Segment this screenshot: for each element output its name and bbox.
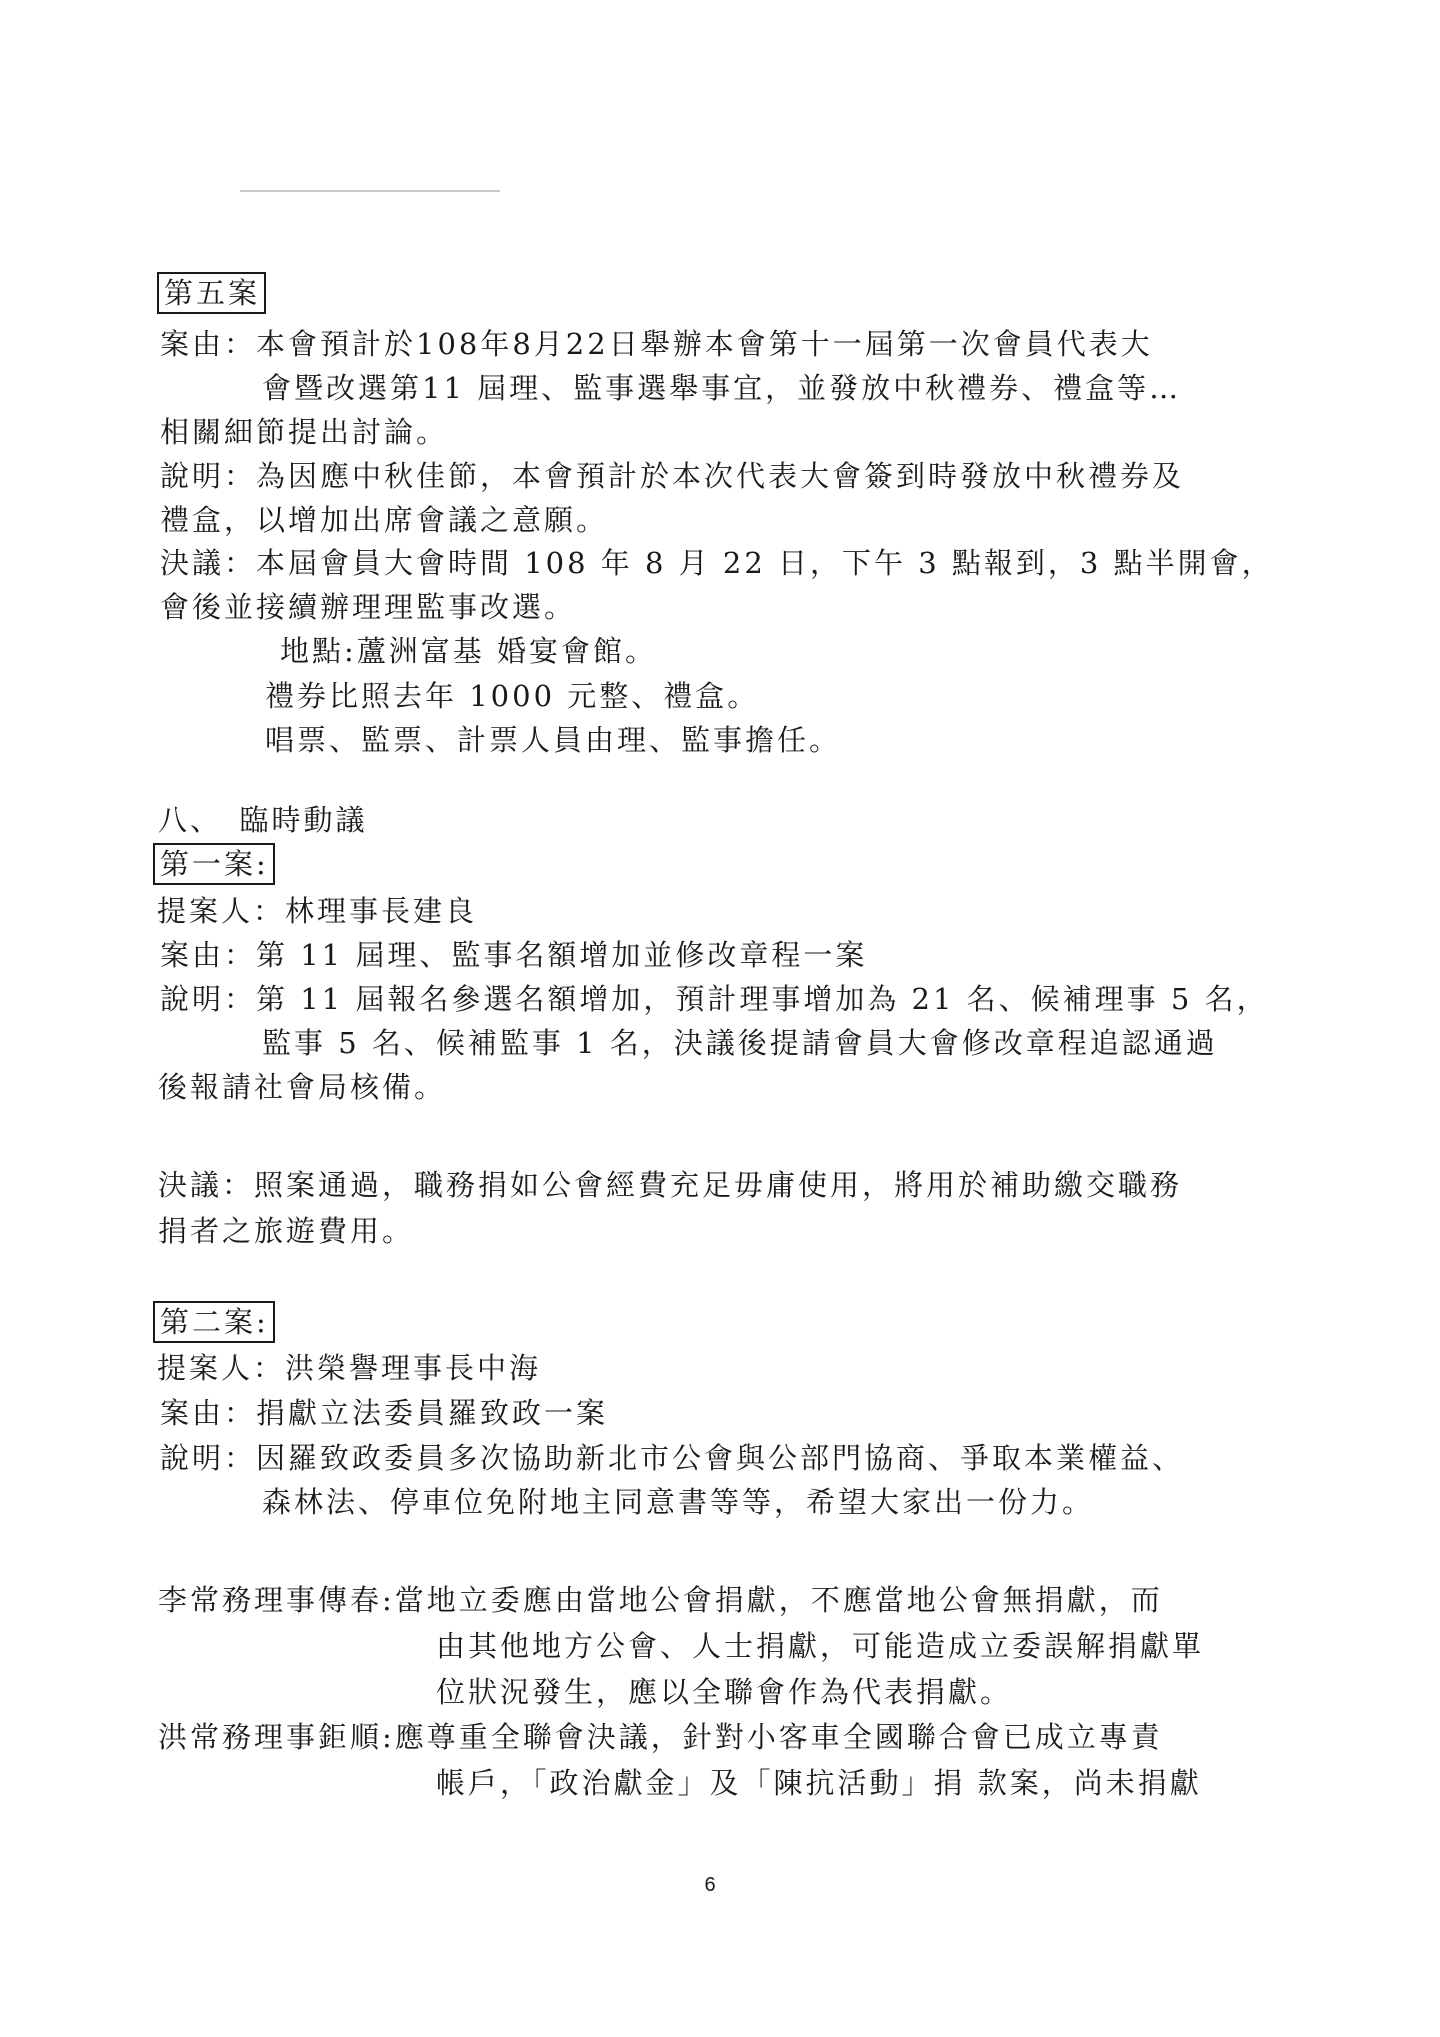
motion2-reason: 案由：捐獻立法委員羅致政一案 bbox=[160, 1396, 609, 1430]
motion1-reason: 案由：第 11 屆理、監事名額增加並修改章程一案 bbox=[160, 938, 868, 972]
motion2-explain-line2: 森林法、停車位免附地主同意書等等，希望大家出一份力。 bbox=[262, 1485, 1095, 1519]
motion2-comment2-line1: 洪常務理事鉅順:應尊重全聯會決議，針對小客車全國聯合會已成立專責 bbox=[158, 1720, 1163, 1754]
case5-reason-line3: 相關細節提出討論。 bbox=[160, 415, 449, 449]
case5-gift: 禮券比照去年 1000 元整、禮盒。 bbox=[265, 679, 760, 713]
motion2-comment2-line2: 帳戶，「政治獻金」及「陳抗活動」捐 款案，尚未捐獻 bbox=[436, 1766, 1202, 1800]
motion1-title: 第一案: bbox=[153, 843, 275, 885]
page-number: 6 bbox=[704, 1874, 716, 1896]
case5-reason-line2: 會暨改選第11 屆理、監事選舉事宜，並發放中秋禮券、禮盒等… bbox=[262, 371, 1182, 405]
case5-reason-line1: 案由：本會預計於108年8月22日舉辦本會第十一屆第一次會員代表大 bbox=[160, 327, 1153, 361]
motion1-explain-line3: 後報請社會局核備。 bbox=[158, 1070, 447, 1104]
motion2-comment1-line3: 位狀況發生，應以全聯會作為代表捐獻。 bbox=[436, 1675, 1013, 1709]
motion2-explain-line1: 說明：因羅致政委員多次協助新北市公會與公部門協商、爭取本業權益、 bbox=[160, 1441, 1185, 1475]
case5-resolution-line1: 決議：本屆會員大會時間 108 年 8 月 22 日，下午 3 點報到，3 點半開會， bbox=[160, 546, 1274, 580]
case5-title: 第五案 bbox=[157, 272, 266, 314]
case5-location: 地點:蘆洲富基 婚宴會館。 bbox=[280, 634, 657, 668]
motion2-comment1-line2: 由其他地方公會、人士捐獻，可能造成立委誤解捐獻單 bbox=[436, 1629, 1205, 1663]
motion1-explain-line1: 說明：第 11 屆報名參選名額增加，預計理事增加為 21 名、候補理事 5 名， bbox=[160, 982, 1269, 1016]
case5-explain-line1: 說明：為因應中秋佳節，本會預計於本次代表大會簽到時發放中秋禮券及 bbox=[160, 459, 1185, 493]
case5-staff: 唱票、監票、計票人員由理、監事擔任。 bbox=[265, 723, 842, 757]
motion1-explain-line2: 監事 5 名、候補監事 1 名，決議後提請會員大會修改章程追認通過 bbox=[262, 1026, 1218, 1060]
motion2-title: 第二案: bbox=[153, 1301, 275, 1343]
scan-artifact-line bbox=[240, 190, 500, 192]
case5-explain-line2: 禮盒，以增加出席會議之意願。 bbox=[160, 503, 609, 537]
motion1-resolution-line2: 捐者之旅遊費用。 bbox=[158, 1214, 415, 1248]
motion2-comment1-line1: 李常務理事傳春:當地立委應由當地公會捐獻，不應當地公會無捐獻，而 bbox=[158, 1583, 1163, 1617]
section8-heading: 八、 臨時動議 bbox=[158, 803, 368, 837]
motion1-resolution-line1: 決議：照案通過，職務捐如公會經費充足毋庸使用，將用於補助繳交職務 bbox=[158, 1168, 1183, 1202]
motion1-proposer: 提案人：林理事長建良 bbox=[157, 894, 478, 928]
case5-resolution-line2: 會後並接續辦理理監事改選。 bbox=[160, 590, 577, 624]
motion2-proposer: 提案人：洪榮譽理事長中海 bbox=[157, 1351, 542, 1385]
